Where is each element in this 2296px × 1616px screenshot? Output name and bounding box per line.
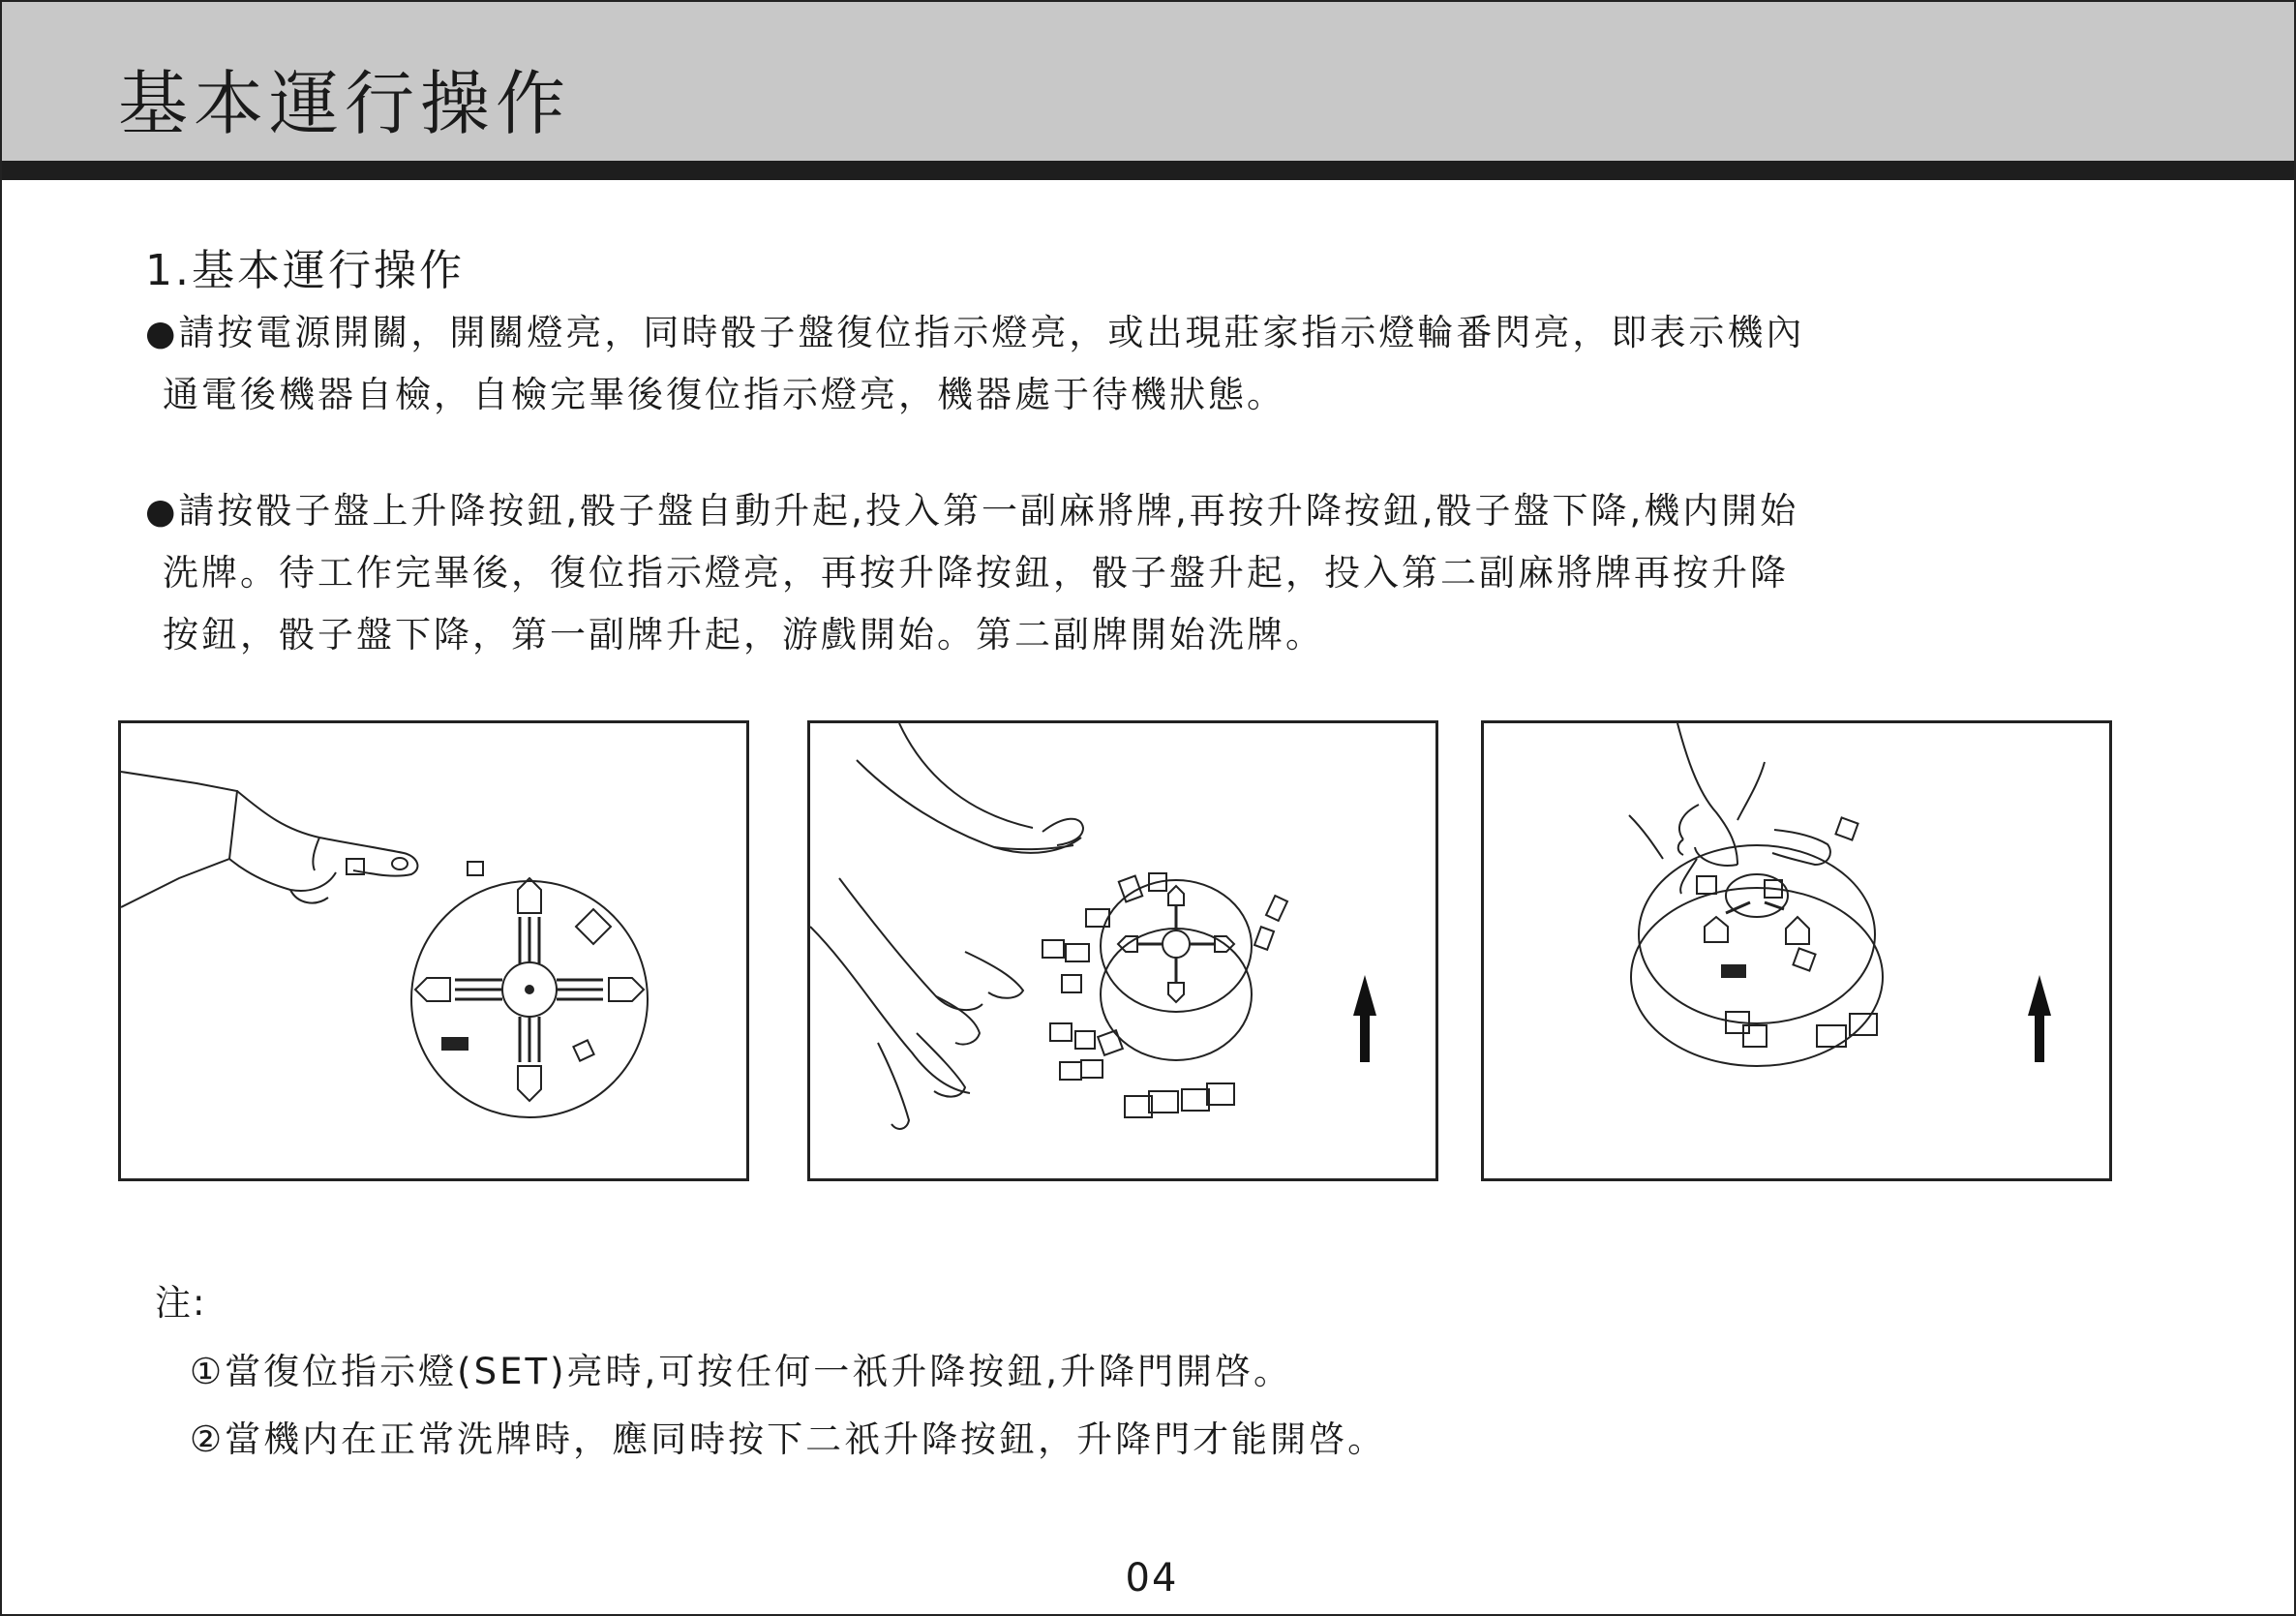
- figure-panel-2: [807, 720, 1438, 1181]
- figure-panel-3: [1481, 720, 2112, 1181]
- up-arrow-icon: [1353, 975, 1376, 1062]
- page-number: 04: [1125, 1556, 1179, 1601]
- paragraph-line: 按鈕，骰子盤下降，第一副牌升起，游戲開始。第二副牌開始洗牌。: [163, 614, 1324, 656]
- instruction-paragraph-2: [145, 480, 1798, 666]
- header-rule: [2, 161, 2294, 180]
- figure-panel-1: [118, 720, 749, 1181]
- notes-label: 注:: [155, 1282, 207, 1324]
- paragraph-text: 請按骰子盤上升降按鈕,骰子盤自動升起,投入第一副麻將牌,再按升降按鈕,骰子盤下降,機内開始: [178, 490, 1799, 532]
- paragraph-line: 通電後機器自檢，自檢完畢後復位指示燈亮，機器處于待機狀態。: [163, 374, 1285, 415]
- bullet-icon: ●: [145, 492, 179, 532]
- bullet-icon: ●: [145, 314, 179, 353]
- paragraph-text: 請按電源開關，開關燈亮，同時骰子盤復位指示燈亮，或出現莊家指示燈輪番閃亮，即表示機內: [178, 312, 1805, 353]
- note-item-2: ②當機内在正常洗牌時，應同時按下二祇升降按鈕，升降門才能開啓。: [190, 1418, 1387, 1460]
- instruction-paragraph-1: [145, 302, 1804, 426]
- paragraph-line: [145, 302, 1804, 364]
- up-arrow-icon: [2028, 975, 2051, 1062]
- hands-inserting-tiles-icon: [810, 723, 1435, 1178]
- paragraph-line: [145, 480, 1798, 542]
- section-heading: 1.基本運行操作: [145, 246, 465, 295]
- hand-on-raised-dice-plate-icon: [1484, 723, 2109, 1178]
- note-item-1: ①當復位指示燈(SET)亮時,可按任何一祇升降按鈕,升降門開啓。: [190, 1351, 1293, 1392]
- hand-pressing-button-icon: [121, 723, 746, 1178]
- paragraph-line: 洗牌。待工作完畢後，復位指示燈亮，再按升降按鈕，骰子盤升起，投入第二副麻將牌再按升降: [163, 552, 1789, 594]
- page-title: 基本運行操作: [118, 63, 572, 144]
